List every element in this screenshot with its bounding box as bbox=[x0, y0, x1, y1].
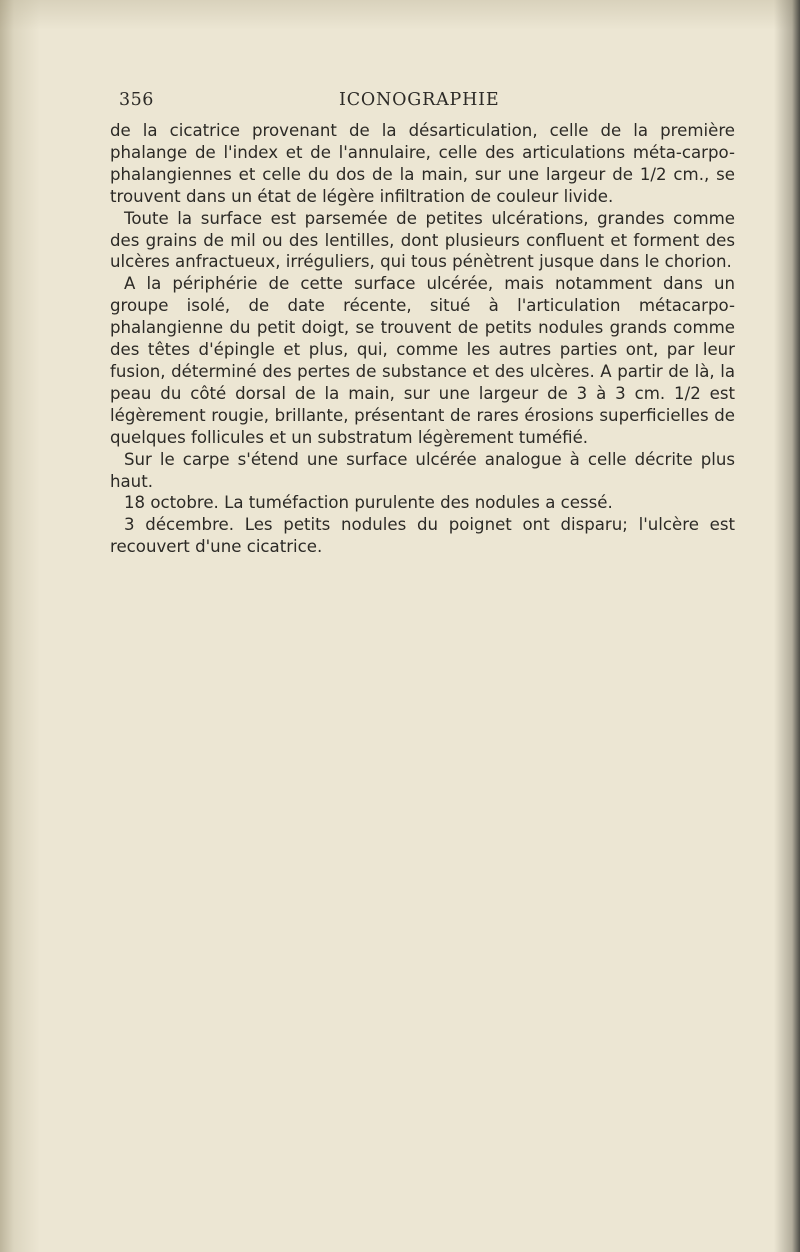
paragraph-3: A la périphérie de cette surface ulcérée, mais notamment dans un groupe isolé, de date récente, situé à l'articulation métacarpo-phalangienne du petit doigt, se trouvent de petits nodules grands comme des têtes d'épingle et plus, qui, comme les autres parties ont, par leur fusion, déterminé des pertes de substance et des ulcères. A partir de là, la peau du côté dorsal de la main, sur une largeur de 3 à 3 cm. 1/2 est légèrement rougie, brillante, présentant de rares érosions superficielles de quelques follicules et un substratum légèrement tuméfié. bbox=[110, 274, 735, 447]
running-title: ICONOGRAPHIE bbox=[339, 90, 500, 110]
page-header bbox=[119, 90, 711, 116]
paragraph-4: Sur le carpe s'étend une surface ulcérée analogue à celle décrite plus haut. bbox=[110, 449, 735, 491]
body-text bbox=[110, 120, 735, 558]
paragraph-6: 3 décembre. Les petits nodules du poignet ont disparu; l'ulcère est recouvert d'une cicatrice. bbox=[110, 515, 735, 557]
page-number: 356 bbox=[119, 90, 154, 110]
paragraph-5: 18 octobre. La tuméfaction purulente des nodules a cessé. bbox=[124, 493, 613, 513]
paragraph-2: Toute la surface est parsemée de petites ulcérations, grandes comme des grains de mil ou des lentilles, dont plusieurs confluent et forment des ulcères anfractueux, irréguliers, qui tous pénètrent jusque dans le chorion. bbox=[110, 208, 735, 272]
paragraph-1: de la cicatrice provenant de la désarticulation, celle de la première phalange de l'index et de l'annulaire, celle des articulations méta-carpo-phalangiennes et celle du dos de la main, sur une largeur de 1/2 cm., se trouvent dans un état de légère infiltration de couleur livide. bbox=[110, 121, 735, 206]
